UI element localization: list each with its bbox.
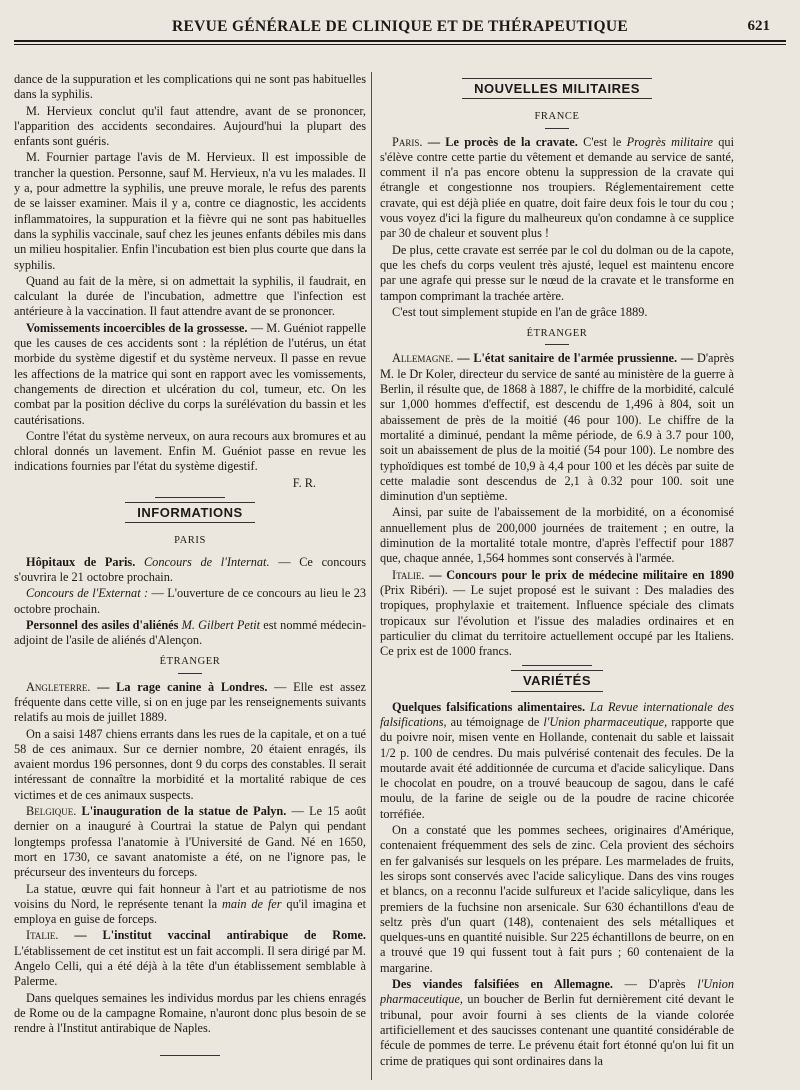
country-label: Paris. <box>392 134 423 149</box>
subsection-label: PARIS <box>174 535 206 547</box>
paragraph: Contre l'état du système nerveux, on aura recours aux bromures et au chloral donnés un lavement. Enfin M. Guéniot passe en revue les indications fournies par l'état du système digestif. <box>14 428 366 474</box>
text-run: qui s'élève contre cette partie du vêtement et demande au service de santé, comment il n'a pas encore obtenu la suppression de la cravate qui étrangle et congestionne nos troupiers. Réglementairement cette cravate, qui est déjà pliée en quatre, doit faire deux fois le tour du cou ; vous voyez d'ici la figure du malheureux qu'on condamne à ce supplice par 30 de chaleur et souvent plus ! <box>380 134 734 241</box>
article-externat <box>14 586 366 617</box>
article-text: (Prix Ribéri). — Le sujet proposé est le suivant : Des maladies des tropiques, prophylaxie et traitement. Influence spéciale des climats tropicaux sur l'évolution et l'issue des maladies ordinaires et en particulier du climat du territoire actuellement occupé par les Italiens. Ce prix est de 1000 francs. <box>380 582 734 659</box>
article-italie-prix <box>380 568 734 660</box>
country-label: Belgique. <box>26 804 77 819</box>
text-run: C'est le <box>577 134 627 149</box>
paragraph: M. Hervieux conclut qu'il faut attendre, avant de se prononcer, l'apparition des accidents secondaires. Aujourd'hui la plupart des enfants sont guéris. <box>14 103 366 149</box>
signature: F. R. <box>292 475 316 490</box>
article-hopitaux <box>14 555 366 586</box>
end-rule <box>160 1055 220 1056</box>
subsection-label <box>14 654 366 673</box>
subsection-label-text: ÉTRANGER <box>159 656 221 668</box>
article-cravate <box>380 135 734 242</box>
article-text: — Le 15 août dernier on a inauguré à Courtrai la statue de Palyn qui pendant longtemps professa l'anatomie à l'Université de Gand. Né en 1650, mort en 1730, ce savant anatomiste a été, on ne l'ignore pas, le précurseur des inventeurs du forceps. <box>14 804 366 880</box>
article-personnel <box>14 618 366 649</box>
article-heading: Quelques falsifications alimentaires. <box>392 699 586 714</box>
section-title: NOUVELLES MILITAIRES <box>462 78 652 99</box>
text-run-italic: l'Union pharmaceutique, <box>380 977 734 1007</box>
text-run-italic: l'Union pharmaceutique, <box>543 714 668 729</box>
country-label: Italie. <box>26 928 59 943</box>
article-heading: — Concours pour le prix de médecine militaire en 1890 <box>424 567 734 582</box>
text-run: qu'il imagina et employa en guise de forceps. <box>14 896 366 927</box>
subsection-label-text: ÉTRANGER <box>526 328 588 340</box>
article-heading: — L'institut vaccinal antirabique de Rome. <box>58 928 366 943</box>
section-title: INFORMATIONS <box>125 502 254 523</box>
subsection-rule <box>178 673 202 674</box>
section-varietes <box>380 665 734 695</box>
subsection-label <box>380 109 734 128</box>
column-divider <box>371 72 372 1080</box>
text-run: — D'après <box>613 977 698 992</box>
header-rule <box>14 40 786 42</box>
subsection-rule <box>545 344 569 345</box>
paragraph: M. Fournier partage l'avis de M. Hervieux. Il est impossible de trancher la question. Personne, sauf M. Hervieux, n'a vu les malades. Il y a, pour admettre la syphilis, une preuve morale, le refus des parents de se laisser examiner. Mais il y a, contre ce diagnostic, les accidents inflammatoires, la suppuration et la fièvre qui ne sont pas habituelles dans la syphilis vaccinale, sauf chez les jeunes enfants débiles mis dans un milieu hospitalier. Enfin l'incubation est bien plus courte que dans la syphilis. <box>14 150 366 272</box>
text-run-italic: Progrès militaire <box>626 134 713 149</box>
paragraph: C'est tout simplement stupide en l'an de grâce 1889. <box>392 304 648 319</box>
page-number: 621 <box>747 18 770 34</box>
country-label: Allemagne. <box>392 351 454 366</box>
article-heading: Vomissements incoercibles de la grossesse. <box>26 320 248 335</box>
article-text: — Elle est assez fréquente dans cette ville, si on en juge par les renseignements suivants relatifs au mois de juillet 1889. <box>14 679 366 725</box>
section-nouvelles-militaires <box>380 74 734 103</box>
article-angleterre <box>14 680 366 726</box>
article-text: D'après M. le Dr Koler, directeur du service de santé au ministère de la guerre à Berlin, il résulte que, de 1868 à 1887, le chiffre de la morbidité, calculé sur 1,000 hommes d'effectif, est descendu de 1,496 à 804, soit un abaissement de près de la moitié (46 pour 100). Le chiffre de la mortalité a diminué, pendant la même période, de 6.9 à 3.7 pour 100, soit un abaissement de plus de la moitié (54 pour 100). Le nombre des typhoïdiques est tombé de 10,9 à 4,4 pour 100 et les décès par suite de cette maladie sont descendus de 2,1 à 0.32 pour 100. soit une diminution d'un septième. <box>380 351 734 504</box>
subsection-label <box>380 326 734 345</box>
article-subheading: Concours de l'Externat : <box>26 586 149 601</box>
text-run: au témoignage de <box>446 714 544 729</box>
section-title: VARIÉTÉS <box>511 670 603 691</box>
running-title: REVUE GÉNÉRALE DE CLINIQUE ET DE THÉRAPEUTIQUE <box>172 18 628 35</box>
paragraph: On a constaté que les pommes sechees, originaires d'Amérique, contenaient fréquemment des sels de zinc. Cela provient des séchoirs en fer galvanisés sur lesquels on les prépare. Les marmelades de fruits, les sirops sont conservés avec l'acide salicylique. Dans des vins rouges et blancs, on a reconnu l'acide sulfureux et l'acide salicylique, dans les premiers de la fuchsine non arsenicale. Sur 630 échantillons d'eau de seltz près d'un quart (148), contenaient des sels métalliques et quelques-uns en quantité nuisible. Sur 225 échantillons de beurre, on en a trouvé que 19 qui fussent tout à fait purs ; 60 contenaient de la margarine. <box>380 823 734 975</box>
article-heading: Des viandes falsifiées en Allemagne. <box>392 977 614 992</box>
article-allemagne <box>380 351 734 504</box>
article-heading: — La rage canine à Londres. <box>90 679 268 694</box>
article-heading: Hôpitaux de Paris. <box>26 554 136 569</box>
person-name: M. Gilbert Petit <box>178 617 261 632</box>
article-heading: Personnel des asiles d'aliénés <box>26 617 179 632</box>
left-column <box>14 72 366 1080</box>
paragraph <box>14 882 366 928</box>
section-informations <box>14 497 366 527</box>
text-run: La statue, œuvre qui fait honneur à l'art et au patriotisme de nos voisins du Nord, le représente tenant la <box>14 881 366 911</box>
country-label: Italie. <box>392 567 425 582</box>
paragraph: Dans quelques semaines les individus mordus par les chiens enragés de Rome ou de la campagne Romaine, n'auront donc plus besoin de se rendre à l'Institut antirabique de Naples. <box>14 990 366 1036</box>
article-heading: — L'état sanitaire de l'armée prussienne. — <box>453 351 694 366</box>
page-header <box>14 14 786 40</box>
article-falsifications <box>380 700 734 822</box>
article-vomissements <box>14 321 366 428</box>
paragraph: dance de la suppuration et les complications qui ne sont pas habituelles dans la syphilis. <box>14 72 366 102</box>
article-text: — Ce concours s'ouvrira le 21 octobre prochain. <box>14 554 366 584</box>
paragraph: On a saisi 1487 chiens errants dans les rues de la capitale, et on a tué 58 de ces animaux. Sur ce dernier nombre, 20 étaient enragés, ils avaient mordus 196 personnes, dont 9 du corps des constables. Il serait intéressant de connaître la morbidité et la mortalité rabique de ces victimes et de ces animaux suspects. <box>14 726 366 802</box>
text-run-italic: La Revue internationale des falsifications, <box>380 699 734 729</box>
paragraph: Quand au fait de la mère, si on admettait la syphilis, il faudrait, en calculant la durée de l'incubation, admettre que l'infection est antérieure à la vaccination. Il faut attendre avant de se prononcer. <box>14 273 366 319</box>
article-viandes <box>380 977 734 1069</box>
article-belgique <box>14 804 366 880</box>
section-rule <box>522 665 592 666</box>
article-italie <box>14 928 366 989</box>
article-text: — M. Guéniot rappelle que les causes de ces accidents sont : la réplétion de l'utérus, un état morbide du système digestif et du système nerveux. Il passe en revue les affections de la matrice qui sont en rapport avec les vomissements, changements de direction et ulcération du col, tumeur, etc. On les combat par la position déclive du corps la surélévation du bassin et les cautérisations. <box>14 320 366 427</box>
text-run-italic: main de fer <box>221 896 282 911</box>
article-text: L'établissement de cet institut est un fait accompli. Il sera dirigé par M. Angelo Celli, qui a été déjà à la tête d'un établissement semblable à Palerme. <box>14 943 366 989</box>
article-text: — L'ouverture de ce concours au lieu le 23 octobre prochain. <box>14 586 366 616</box>
subsection-label-text: FRANCE <box>534 111 580 123</box>
paragraph: De plus, cette cravate est serrée par le col du dolman ou de la capote, que les chefs du corps veulent très ajusté, lequel est maintenu encore par une agrafe qui presse sur le nœud de la cravate et le transforme en tampon comprimant la trachée artère. <box>380 242 734 303</box>
header-rule-thin <box>14 44 786 45</box>
article-subheading: Concours de l'Internat. <box>135 554 270 569</box>
subsection-rule <box>545 128 569 129</box>
text-run: rapporte que du poivre noir, misen vente en Hollande, contenait du sable et laissait 1/2 p. 100 de cendres. Du mais pulvérisé contenait des fecules. De la moutarde avait été additionnée de curcuma et d'acide salicylique. Dans le chocolat en poudre, on a trouvé beaucoup de sagou, dans le café moulu, de la farine de seigle ou de la poudre de racine chicorée torréfiée. <box>380 714 734 821</box>
article-heading: L'inauguration de la statue de Palyn. <box>76 804 287 819</box>
right-column <box>380 72 734 1080</box>
country-label: Angleterre. <box>26 679 91 694</box>
article-heading: — Le procès de la cravate. <box>422 134 578 149</box>
paragraph: Ainsi, par suite de l'abaissement de la morbidité, on a économisé annuellement plus de 200,000 journées de traitement ; en outre, la diminution de la mortalité totale montre, d'après l'effectif pour 1887 que, chaque année, 1,564 hommes sont conservés à l'armée. <box>380 505 734 566</box>
text-run: un boucher de Berlin fut dernièrement cité devant le tribunal, pour avoir fourni à ses clients de la viande colorée artificiellement et des saucisses contenant une quantité considérable de fécule de pommes de terre. Le prévenu était fort étonné qu'on lui fit un crime de pratiques qui sont ordinaires dans la <box>380 992 734 1068</box>
section-rule <box>155 497 225 498</box>
article-text: est nommé médecin-adjoint de l'asile de aliénés d'Alençon. <box>14 617 366 648</box>
